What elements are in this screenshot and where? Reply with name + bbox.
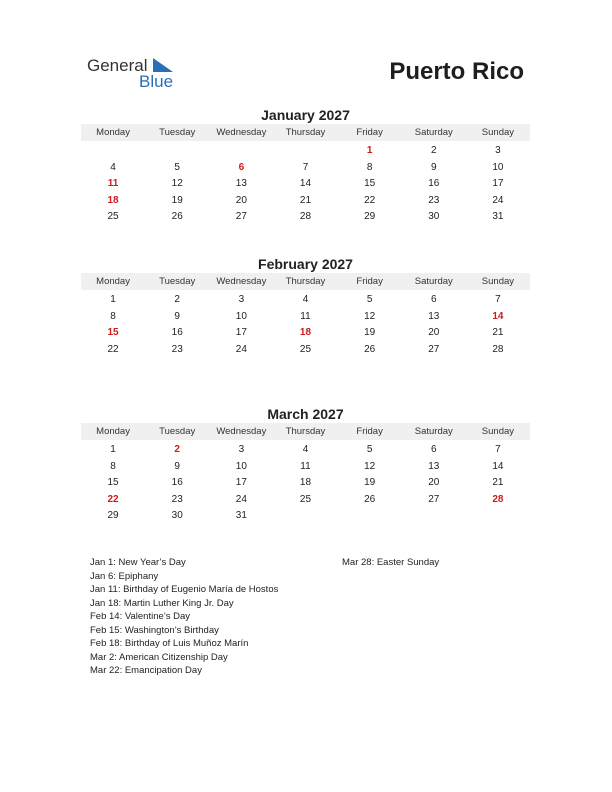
day-cell: 6 [430,294,437,305]
day-cell: 25 [299,493,312,505]
day-cell: 4 [110,161,116,173]
day-cell: 10 [235,460,247,472]
weekday-label: Thursday [285,276,326,287]
day-cell: 20 [428,327,440,339]
month-block-february [81,256,530,358]
day-cell: 9 [174,460,180,472]
holiday-note: Feb 18: Birthday of Luis Muñoz Marín [90,638,249,649]
day-cell: 4 [302,444,309,455]
day-cell: 7 [495,294,501,305]
month-title: February 2027 [258,256,353,272]
day-cell: 12 [171,178,183,190]
holiday-note: Mar 28: Easter Sunday [342,557,440,568]
weekday-label: Tuesday [159,127,196,138]
day-cell: 23 [171,493,183,505]
day-cell: 30 [428,211,440,223]
day-cell: 15 [107,477,119,489]
day-cell: 10 [235,310,247,322]
day-cell: 9 [430,161,437,173]
day-cell: 5 [174,161,180,173]
holiday-note: Feb 14: Valentine’s Day [90,611,190,622]
day-cell: 21 [492,477,504,489]
holiday-note: Jan 1: New Year’s Day [90,557,186,568]
day-cell: 28 [299,211,312,223]
day-cell: 31 [492,211,504,223]
month-block-january [81,107,530,226]
day-cell: 14 [492,310,504,322]
day-cell: 18 [299,327,312,339]
weekday-label: Saturday [414,127,453,138]
day-cell: 16 [171,477,183,489]
holiday-note: Jan 11: Birthday of Eugenio María de Hostos [90,584,279,595]
day-cell: 1 [110,294,116,305]
weekday-label: Wednesday [216,276,267,287]
weekday-label: Sunday [481,127,515,138]
day-cell: 22 [107,493,119,505]
holiday-list-left [90,556,278,678]
day-cell: 29 [364,211,376,223]
logo [87,56,187,92]
day-cell: 13 [428,460,440,472]
day-cell: 13 [428,310,440,322]
day-cell: 18 [107,194,119,206]
weekday-label: Thursday [285,127,326,138]
day-cell: 26 [364,493,376,505]
weekday-label: Monday [96,276,130,287]
holiday-note: Feb 15: Washington’s Birthday [90,624,219,636]
empty-cell [145,143,209,160]
day-cell: 6 [430,444,437,455]
day-grid [81,442,530,525]
day-cell: 17 [235,477,247,489]
day-cell: 7 [495,444,501,455]
day-cell: 28 [492,343,504,355]
day-cell: 8 [110,310,116,322]
day-cell: 5 [366,444,373,455]
day-cell: 16 [428,178,440,190]
month-title: January 2027 [261,107,350,123]
day-cell: 19 [171,194,183,206]
day-cell: 17 [492,178,504,190]
weekday-label: Sunday [481,426,515,437]
day-cell: 13 [235,178,247,190]
day-cell: 3 [238,294,245,305]
day-cell: 19 [364,477,376,489]
day-grid [81,292,530,358]
weekday-header [81,124,530,141]
day-cell: 27 [428,343,440,355]
logo-word-blue: Blue [139,72,174,91]
weekday-label: Wednesday [216,127,267,138]
day-cell: 23 [428,194,440,206]
day-cell: 14 [492,460,504,472]
empty-cell [273,143,337,160]
day-cell: 17 [235,327,247,339]
day-cell: 11 [107,178,119,190]
day-grid [81,143,530,226]
weekday-label: Saturday [414,426,453,437]
day-cell: 25 [299,343,312,355]
day-cell: 25 [107,211,119,223]
day-cell: 10 [492,161,504,173]
day-cell: 4 [302,294,309,305]
day-cell: 29 [107,510,119,522]
holiday-list-right [342,556,439,570]
day-cell: 28 [492,493,504,505]
day-cell: 15 [364,178,376,190]
holiday-note: Jan 18: Martin Luther King Jr. Day [90,597,234,609]
weekday-label: Friday [356,276,383,287]
day-cell: 31 [235,510,247,522]
holiday-note: Jan 6: Epiphany [90,570,159,582]
day-cell: 27 [235,211,247,223]
day-cell: 6 [238,161,245,173]
day-cell: 12 [364,310,376,322]
weekday-label: Saturday [414,276,453,287]
day-cell: 2 [174,444,180,455]
day-cell: 20 [235,194,247,206]
day-cell: 7 [302,161,309,173]
day-cell: 11 [300,310,311,322]
day-cell: 19 [364,327,376,339]
day-cell: 27 [428,493,440,505]
day-cell: 3 [238,444,245,455]
holiday-note: Mar 22: Emancipation Day [90,665,202,676]
day-cell: 12 [364,460,376,472]
weekday-label: Wednesday [216,426,267,437]
day-cell: 14 [299,178,312,190]
day-cell: 26 [171,211,183,223]
logo-word-general: General [87,56,148,75]
weekday-label: Sunday [481,276,515,287]
day-cell: 24 [235,493,247,505]
day-cell: 21 [492,327,504,339]
weekday-label: Friday [356,426,383,437]
day-cell: 5 [366,294,373,305]
day-cell: 22 [107,343,119,355]
weekday-header [81,273,530,290]
day-cell: 22 [364,194,376,206]
day-cell: 11 [300,460,311,472]
holiday-note: Mar 2: American Citizenship Day [90,651,228,663]
day-cell: 26 [364,343,376,355]
empty-cell [81,143,145,160]
weekday-header [81,423,530,440]
day-cell: 24 [492,194,504,206]
day-cell: 1 [110,444,116,455]
day-cell: 1 [366,145,373,156]
weekday-label: Friday [356,127,383,138]
day-cell: 30 [171,510,183,522]
weekday-label: Monday [96,426,130,437]
day-cell: 20 [428,477,440,489]
day-cell: 8 [110,460,116,472]
day-cell: 16 [171,327,183,339]
day-cell: 2 [430,145,437,156]
country-title: Puerto Rico [389,58,524,85]
day-cell: 9 [174,310,180,322]
day-cell: 3 [495,145,501,156]
weekday-label: Tuesday [159,426,196,437]
month-title: March 2027 [267,406,344,422]
day-cell: 23 [171,343,183,355]
day-cell: 8 [366,161,373,173]
day-cell: 15 [107,327,119,339]
weekday-label: Monday [96,127,130,138]
day-cell: 21 [299,194,312,206]
day-cell: 18 [299,477,312,489]
day-cell: 2 [174,294,180,305]
month-block-march [81,406,530,525]
weekday-label: Tuesday [159,276,196,287]
day-cell: 24 [235,343,247,355]
weekday-label: Thursday [285,426,326,437]
empty-cell [209,143,273,160]
